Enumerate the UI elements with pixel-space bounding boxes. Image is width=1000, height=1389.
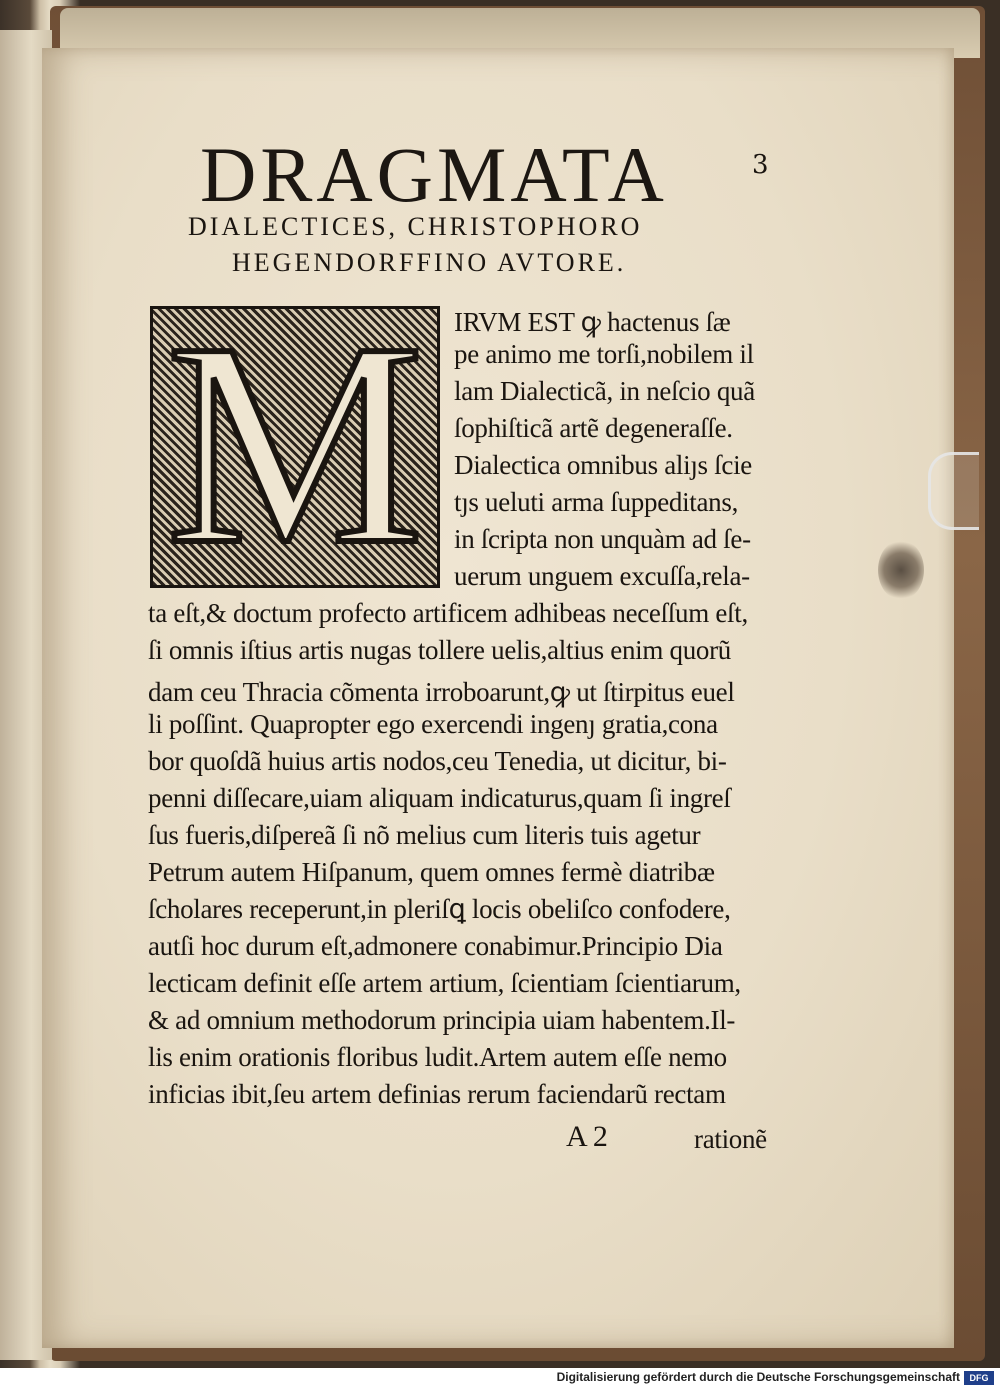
body-line: Petrum autem Hiſpanum, quem omnes fermè diatribæ	[148, 857, 715, 887]
decorated-initial	[150, 283, 440, 604]
page-title: DRAGMATA	[200, 131, 668, 218]
body-line: in ſcripta non unquàm ad ſe-	[454, 524, 751, 554]
body-line: ſus fueris,diſpereã ſi nõ melius cum literis tuis agetur	[148, 820, 701, 850]
body-line: IRVM EST ꝙ hactenus ſæ	[454, 307, 731, 337]
body-line: lis enim orationis floribus ludit.Artem autem eſſe nemo	[148, 1042, 727, 1072]
dfg-logo-icon: DFG	[964, 1371, 994, 1385]
body-line: lam Dialecticã, in neſcio quã	[454, 376, 755, 406]
page-clip	[928, 452, 979, 530]
body-line: & ad omnium methodorum principia uiam habentem.Il-	[148, 1005, 736, 1035]
initial-letter: M	[166, 283, 424, 604]
body-line: tȷs ueluti arma ſuppeditans,	[454, 487, 739, 517]
page-number: 3	[752, 150, 769, 180]
body-line: penni diſſecare,uiam aliquam indicaturus,quam ſi ingreſ	[148, 783, 731, 813]
body-line: pe animo me torſi,nobilem il	[454, 339, 754, 369]
body-line: lecticam definit eſſe artem artium, ſcientiam ſcientiarum,	[148, 968, 741, 998]
body-line: bor quoſdã huius artis nodos,ceu Tenedia, ut dicitur, bi-	[148, 746, 727, 776]
body-line: uerum unguem excuſſa,rela-	[454, 561, 750, 591]
footer-credit: Digitalisierung gefördert durch die Deutsche Forschungsgemeinschaft	[556, 1370, 960, 1384]
body-line: dam ceu Thracia cõmenta irroboarunt,ꝙ ut ſtirpitus euel	[148, 677, 735, 707]
body-line: ſcholares receperunt,in pleriſꝗ locis obeliſco confodere,	[148, 894, 731, 924]
body-line: ſi omnis iſtius artis nugas tollere uelis,altius enim quorũ	[148, 635, 731, 665]
body-line: inficias ibit,ſeu artem definias rerum faciendarũ rectam	[148, 1079, 726, 1109]
signature-mark: A 2	[566, 1120, 608, 1153]
body-line: ſophiſticã artẽ degeneraſſe.	[454, 413, 733, 443]
body-line: li poſſint. Quapropter ego exercendi ingenȷ gratia,cona	[148, 709, 718, 739]
page-stain	[878, 540, 924, 600]
body-line: Dialectica omnibus aliȷs ſcie	[454, 450, 752, 480]
catchword: rationẽ	[694, 1124, 767, 1154]
subtitle-line-1: DIALECTICES, CHRISTOPHORO	[188, 212, 643, 241]
subtitle-line-2: HEGENDORFFINO AVTORE.	[232, 248, 627, 277]
footer-bar	[0, 1368, 1000, 1389]
body-line: ta eſt,& doctum profecto artificem adhibeas neceſſum eſt,	[148, 598, 748, 628]
body-line: autſi hoc durum eſt,admonere conabimur.Principio Dia	[148, 931, 723, 961]
